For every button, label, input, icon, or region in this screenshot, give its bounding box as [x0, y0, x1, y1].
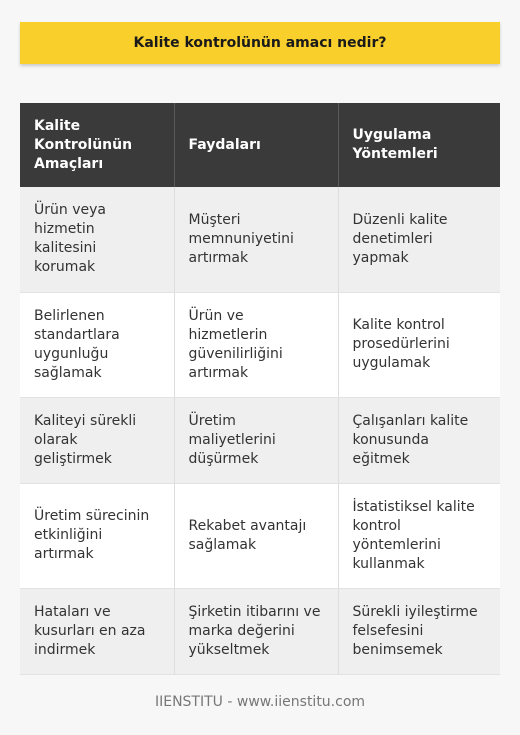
table-cell: Müşteri memnuniyetini artırmak — [174, 187, 338, 292]
table-cell: Hataları ve kusurları en aza indirmek — [20, 588, 174, 674]
header-methods: Uygulama Yöntemleri — [338, 103, 500, 187]
quality-control-table — [20, 103, 500, 675]
page-title: Kalite kontrolünün amacı nedir? — [20, 22, 500, 64]
table-row — [20, 187, 500, 292]
table-cell: Sürekli iyileştirme felsefesini benimsemek — [338, 588, 500, 674]
table-cell: Üretim sürecinin etkinliğini artırmak — [20, 483, 174, 588]
table-row — [20, 588, 500, 674]
footer-credit: IIENSTITU - www.iienstitu.com — [154, 694, 366, 710]
table-cell: Üretim maliyetlerini düşürmek — [174, 397, 338, 483]
table-row — [20, 292, 500, 397]
table-cell: Kalite kontrol prosedürlerini uygulamak — [338, 292, 500, 397]
table-row — [20, 397, 500, 483]
table-cell: Kaliteyi sürekli olarak geliştirmek — [20, 397, 174, 483]
table-cell: Çalışanları kalite konusunda eğitmek — [338, 397, 500, 483]
table-cell: İstatistiksel kalite kontrol yöntemlerini kullanmak — [338, 483, 500, 588]
table-header-row — [20, 103, 500, 187]
table-cell: Rekabet avantajı sağlamak — [174, 483, 338, 588]
header-benefits: Faydaları — [174, 103, 338, 187]
table-cell: Şirketin itibarını ve marka değerini yükseltmek — [174, 588, 338, 674]
table-cell: Ürün ve hizmetlerin güvenilirliğini artırmak — [174, 292, 338, 397]
table-cell: Belirlenen standartlara uygunluğu sağlamak — [20, 292, 174, 397]
table-cell: Ürün veya hizmetin kalitesini korumak — [20, 187, 174, 292]
header-purposes: Kalite Kontrolünün Amaçları — [20, 103, 174, 187]
table-cell: Düzenli kalite denetimleri yapmak — [338, 187, 500, 292]
table-row — [20, 483, 500, 588]
